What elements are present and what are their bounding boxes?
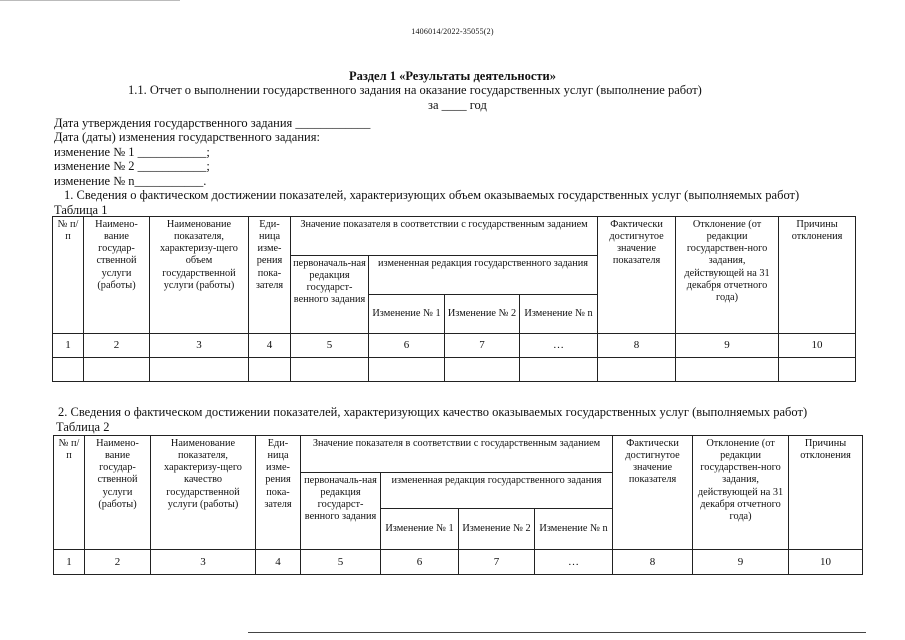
column-number: 5	[301, 550, 381, 575]
header-change-2: Изменение № 2	[459, 509, 535, 550]
header-actual: Фактически достигнутое значение показателя	[598, 217, 676, 334]
document-id: 1406014/2022-35055(2)	[411, 27, 494, 36]
empty-cell	[520, 358, 598, 382]
column-number: 9	[693, 550, 789, 575]
column-number: …	[520, 334, 598, 358]
column-number: 4	[249, 334, 291, 358]
table-row	[53, 358, 856, 382]
empty-cell	[84, 358, 150, 382]
page-bottom-rule	[248, 632, 866, 633]
empty-cell	[445, 358, 520, 382]
header-indicator: Наименование показателя, характеризу-щего качество государственной услуги (работы)	[151, 436, 256, 550]
empty-cell	[150, 358, 249, 382]
empty-cell	[369, 358, 445, 382]
column-number: 7	[445, 334, 520, 358]
header-service: Наимено-вание государ-ственной услуги (работы)	[84, 217, 150, 334]
header-reasons: Причины отклонения	[779, 217, 856, 334]
change-1-line: изменение № 1 ___________;	[54, 145, 210, 159]
column-number: 1	[53, 334, 84, 358]
column-number: 4	[256, 550, 301, 575]
column-number: …	[535, 550, 613, 575]
column-number: 10	[779, 334, 856, 358]
header-num: № п/п	[53, 217, 84, 334]
header-change-2: Изменение № 2	[445, 295, 520, 334]
header-indicator: Наименование показателя, характеризу-щего объем государственной услуги (работы)	[150, 217, 249, 334]
section-title: Раздел 1 «Результаты деятельности»	[349, 69, 556, 83]
quality-table	[53, 435, 863, 575]
empty-cell	[676, 358, 779, 382]
header-unit: Еди-ница изме-рения пока-зателя	[249, 217, 291, 334]
header-deviation: Отклонение (от редакции государствен-ного задания, действующей на 31 декабря отчетного года)	[693, 436, 789, 550]
header-initial: первоначаль-ная редакция государст-венного задания	[291, 256, 369, 334]
section1-heading: 1. Сведения о фактическом достижении показателей, характеризующих объем оказываемых государственных услуг (выполняемых работ)	[64, 188, 800, 202]
subsection-title: 1.1. Отчет о выполнении государственного задания на оказание государственных услуг (выполнение работ)	[128, 83, 702, 97]
header-change-1: Изменение № 1	[369, 295, 445, 334]
approval-date-line: Дата утверждения государственного задания ____________	[54, 116, 371, 130]
column-number: 8	[613, 550, 693, 575]
header-change-1: Изменение № 1	[381, 509, 459, 550]
column-number: 6	[381, 550, 459, 575]
header-changed: измененная редакция государственного задания	[369, 256, 598, 295]
column-number: 7	[459, 550, 535, 575]
empty-cell	[249, 358, 291, 382]
header-service: Наимено-вание государ-ственной услуги (работы)	[85, 436, 151, 550]
header-value: Значение показателя в соответствии с государственным заданием	[291, 217, 598, 256]
header-changed: измененная редакция государственного задания	[381, 473, 613, 509]
column-number: 8	[598, 334, 676, 358]
empty-cell	[53, 358, 84, 382]
column-number: 2	[84, 334, 150, 358]
empty-cell	[291, 358, 369, 382]
table1-caption: Таблица 1	[54, 203, 108, 217]
header-change-n: Изменение № n	[535, 509, 613, 550]
header-value: Значение показателя в соответствии с государственным заданием	[301, 436, 613, 473]
scan-edge-line	[0, 0, 180, 1]
table2-caption: Таблица 2	[56, 420, 110, 434]
change-2-line: изменение № 2 ___________;	[54, 159, 210, 173]
column-number: 2	[85, 550, 151, 575]
change-dates-line: Дата (даты) изменения государственного задания:	[54, 130, 320, 144]
column-number: 10	[789, 550, 863, 575]
section2-heading: 2. Сведения о фактическом достижении показателей, характеризующих качество оказываемых государственных услуг (выполняемых работ)	[58, 405, 808, 419]
column-number: 3	[150, 334, 249, 358]
column-number: 5	[291, 334, 369, 358]
header-deviation: Отклонение (от редакции государствен-ного задания, действующей на 31 декабря отчетного года)	[676, 217, 779, 334]
column-number: 9	[676, 334, 779, 358]
header-actual: Фактически достигнутое значение показателя	[613, 436, 693, 550]
header-change-n: Изменение № n	[520, 295, 598, 334]
header-unit: Еди-ница изме-рения пока-зателя	[256, 436, 301, 550]
header-num: № п/п	[54, 436, 85, 550]
header-reasons: Причины отклонения	[789, 436, 863, 550]
report-period: за ____ год	[428, 98, 487, 112]
change-n-line: изменение № n___________.	[54, 174, 207, 188]
column-number: 3	[151, 550, 256, 575]
volume-table	[52, 216, 856, 382]
empty-cell	[779, 358, 856, 382]
empty-cell	[598, 358, 676, 382]
column-number: 1	[54, 550, 85, 575]
header-initial: первоначаль-ная редакция государст-венного задания	[301, 473, 381, 550]
column-number: 6	[369, 334, 445, 358]
